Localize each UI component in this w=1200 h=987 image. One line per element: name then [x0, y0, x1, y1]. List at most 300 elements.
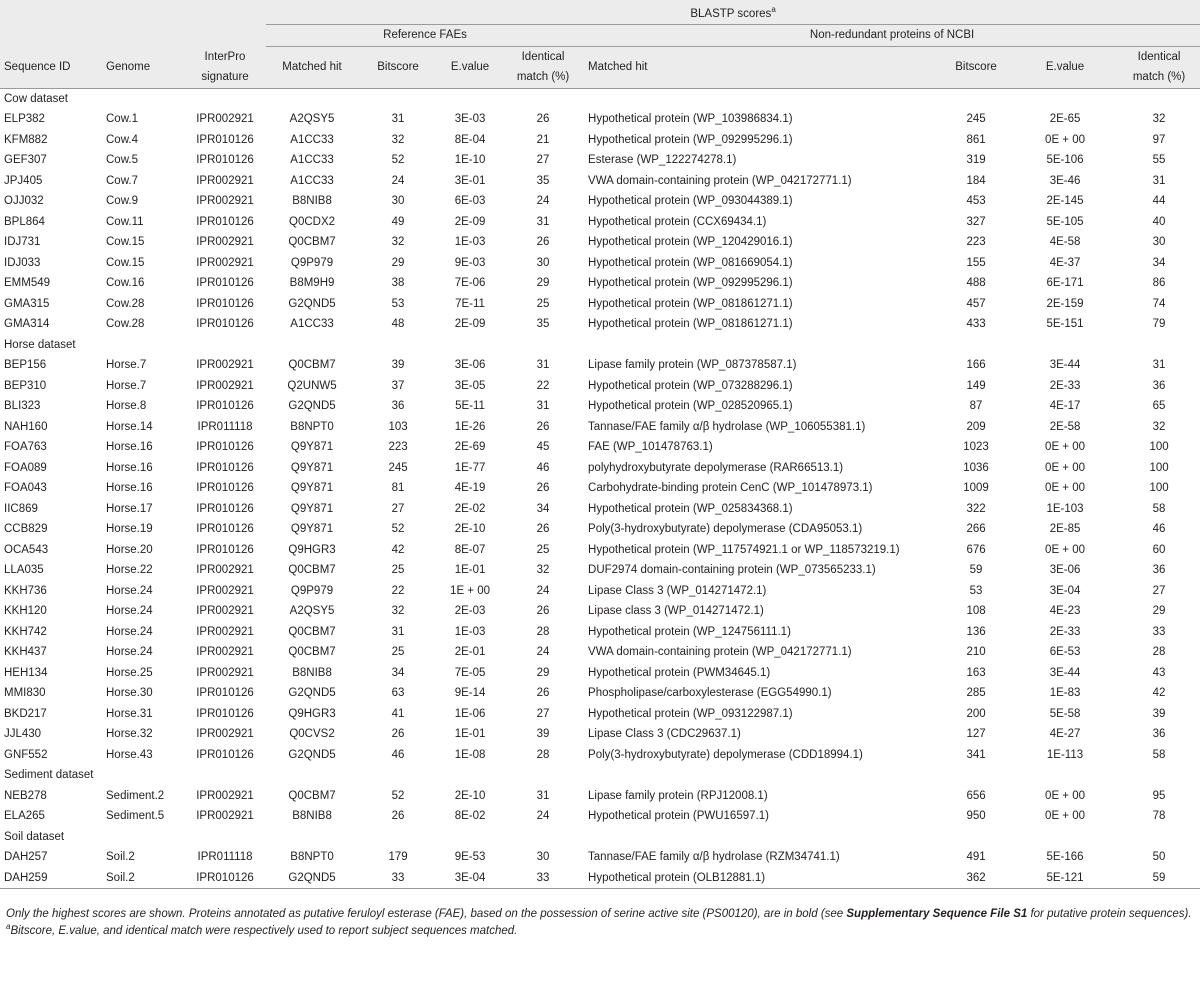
cell-ref-identical: 29: [536, 277, 550, 290]
cell-genome: Sediment.2: [106, 789, 165, 802]
cell-interpro: IPR002921: [196, 113, 254, 126]
cell-sequence-id: GMA315: [4, 297, 50, 310]
cell-ref-evalue: 9E-14: [454, 687, 486, 700]
cell-ref-evalue: 3E-06: [454, 359, 486, 372]
cell-sequence-id: IDJ033: [4, 256, 41, 269]
cell-ncbi-bitscore: 362: [940, 868, 1012, 889]
cell-ncbi-bitscore: 200: [966, 707, 986, 720]
cell-interpro: IPR010126: [196, 523, 254, 536]
cell-sequence-id: GEF307: [4, 154, 47, 167]
cell-ncbi-evalue: 0E + 00: [1045, 133, 1086, 146]
cell-interpro: IPR010126: [196, 154, 254, 167]
cell-sequence-id: JPJ405: [4, 174, 43, 187]
cell-genome: Cow.28: [106, 318, 145, 331]
cell-ref-evalue: 3E-05: [454, 379, 486, 392]
cell-ref-matched-hit: Q9HGR3: [288, 543, 336, 556]
cell-ref-bitscore: 52: [391, 789, 405, 802]
cell-sequence-id: KFM882: [4, 133, 48, 146]
cell-interpro: IPR010126: [196, 543, 254, 556]
header-row-columns: [0, 46, 1200, 88]
cell-ref-matched-hit: A2QSY5: [289, 605, 335, 618]
cell-ncbi-identical: 65: [1152, 400, 1166, 413]
cell-ref-bitscore: 27: [391, 502, 405, 515]
cell-ref-evalue: 2E-10: [454, 523, 486, 536]
cell-interpro: IPR002921: [196, 359, 254, 372]
cell-genome: Horse.16: [106, 461, 153, 474]
cell-ncbi-bitscore: 209: [966, 420, 986, 433]
cell-ref-evalue: 2E-03: [454, 605, 486, 618]
cell-ncbi-matched-hit: polyhydroxybutyrate depolymerase (RAR66513.1): [588, 461, 844, 474]
cell-ncbi-matched-hit: Tannase/FAE family α/β hydrolase (WP_106055381.1): [588, 420, 866, 433]
cell-ref-bitscore: 42: [391, 543, 405, 556]
cell-ncbi-evalue: 2E-58: [1049, 420, 1081, 433]
cell-ncbi-identical: 27: [1152, 584, 1166, 597]
cell-ref-identical: 31: [536, 400, 550, 413]
section-title: Soil dataset: [4, 830, 65, 843]
cell-ncbi-identical: 100: [1149, 461, 1169, 474]
cell-ncbi-identical: 32: [1152, 113, 1166, 126]
cell-ref-matched-hit: B8NIB8: [292, 810, 332, 823]
cell-ref-matched-hit: Q9Y871: [290, 482, 334, 495]
section-title: Cow dataset: [4, 92, 68, 105]
cell-ref-matched-hit: Q9HGR3: [288, 707, 336, 720]
table-row: [0, 294, 1200, 315]
cell-ref-bitscore: 63: [391, 687, 405, 700]
cell-interpro: IPR002921: [196, 174, 254, 187]
cell-interpro: IPR010126: [196, 215, 254, 228]
section-header: [0, 827, 1200, 848]
cell-ref-matched-hit: Q9Y871: [290, 502, 334, 515]
cell-sequence-id: JJL430: [4, 728, 42, 741]
cell-ref-identical: 26: [536, 687, 550, 700]
blastp-scores-heading: BLASTP scores$^a$: [690, 5, 776, 20]
cell-sequence-id: KKH736: [4, 584, 47, 597]
cell-ref-evalue: 7E-11: [455, 297, 485, 310]
cell-ncbi-identical: 34: [1152, 256, 1166, 269]
cell-ref-matched-hit: B8NIB8: [292, 666, 332, 679]
table-row: [0, 745, 1200, 766]
cell-ref-identical: 24: [536, 584, 550, 597]
cell-ref-identical: 33: [502, 868, 584, 889]
cell-ref-evalue: 1E-10: [454, 154, 486, 167]
cell-ncbi-matched-hit: Lipase Class 3 (WP_014271472.1): [588, 584, 767, 597]
cell-ncbi-matched-hit: Esterase (WP_122274278.1): [588, 154, 737, 167]
table-row: [0, 171, 1200, 192]
cell-ncbi-bitscore: 87: [969, 400, 983, 413]
col-interpro: InterPro signature: [201, 50, 249, 84]
cell-interpro: IPR002921: [196, 625, 254, 638]
cell-interpro: IPR010126: [196, 297, 254, 310]
cell-ncbi-evalue: 5E-151: [1046, 318, 1084, 331]
table-row: [0, 478, 1200, 499]
cell-ref-identical: 31: [536, 789, 550, 802]
cell-ncbi-matched-hit: Hypothetical protein (WP_093122987.1): [588, 707, 793, 720]
cell-ncbi-evalue: 0E + 00: [1045, 461, 1086, 474]
table-row: [0, 499, 1200, 520]
table-row: [0, 109, 1200, 130]
cell-ncbi-identical: 78: [1152, 810, 1166, 823]
cell-ref-evalue: 3E-01: [454, 174, 486, 187]
cell-ref-identical: 25: [536, 297, 550, 310]
cell-sequence-id: IIC869: [4, 502, 38, 515]
cell-ref-bitscore: 103: [388, 420, 408, 433]
cell-ncbi-identical: 42: [1152, 687, 1166, 700]
table-row: [0, 253, 1200, 274]
cell-ref-bitscore: 223: [388, 441, 408, 454]
cell-ref-bitscore: 36: [391, 400, 405, 413]
cell-interpro: IPR002921: [196, 646, 254, 659]
cell-ref-identical: 31: [536, 359, 550, 372]
cell-ncbi-identical: 60: [1152, 543, 1166, 556]
cell-interpro: IPR010126: [196, 133, 254, 146]
cell-genome: Horse.19: [106, 523, 153, 536]
cell-ncbi-evalue: 3E-46: [1049, 174, 1081, 187]
cell-ncbi-evalue: 3E-04: [1049, 584, 1081, 597]
cell-genome: Horse.20: [106, 543, 153, 556]
cell-sequence-id: NAH160: [4, 420, 48, 433]
cell-ref-identical: 35: [536, 174, 550, 187]
cell-ref-identical: 28: [536, 625, 550, 638]
cell-ref-evalue: 7E-06: [454, 277, 486, 290]
cell-ncbi-evalue: 5E-106: [1046, 154, 1084, 167]
table-row: [0, 847, 1200, 868]
cell-ref-evalue: 8E-02: [454, 810, 486, 823]
cell-ncbi-matched-hit: VWA domain-containing protein (WP_042172771.1): [588, 174, 852, 187]
table-footnote: Only the highest scores are shown. Proteins annotated as putative feruloyl esterase (FAE), based on the possession of serine active site (PS00120), are in bold (see Supplementary Sequence File S1 for putative protein sequences). $^a$Bitscore, E.value, and identical match were respectively used to report subject sequences matched.: [6, 908, 1192, 937]
cell-interpro: IPR002921: [196, 584, 254, 597]
cell-ref-bitscore: 41: [391, 707, 405, 720]
cell-genome: Cow.11: [106, 215, 144, 228]
cell-ncbi-bitscore: 285: [966, 687, 986, 700]
cell-ref-matched-hit: B8NPT0: [290, 851, 334, 864]
cell-ref-matched-hit: G2QND5: [266, 868, 358, 889]
table-row: [0, 437, 1200, 458]
cell-ncbi-bitscore: 53: [969, 584, 983, 597]
cell-interpro: IPR010126: [196, 482, 254, 495]
cell-ref-bitscore: 29: [391, 256, 405, 269]
cell-ref-evalue: 2E-09: [454, 318, 486, 331]
cell-ncbi-identical: 79: [1152, 318, 1166, 331]
cell-ref-matched-hit: Q0CBM7: [288, 646, 336, 659]
cell-genome: Horse.7: [106, 359, 147, 372]
cell-interpro: IPR010126: [196, 707, 254, 720]
cell-genome: Cow.4: [106, 133, 138, 146]
cell-ncbi-evalue: 4E-27: [1049, 728, 1081, 741]
col-ncbi-bitscore: Bitscore: [940, 46, 1012, 88]
col-ncbi-matched-hit: Matched hit: [584, 46, 940, 88]
table-row: [0, 519, 1200, 540]
cell-ref-bitscore: 81: [391, 482, 405, 495]
cell-ncbi-bitscore: 266: [966, 523, 986, 536]
cell-ncbi-identical: 100: [1149, 441, 1169, 454]
cell-ncbi-evalue: 3E-06: [1049, 564, 1081, 577]
cell-sequence-id: BEP310: [4, 379, 47, 392]
cell-ref-matched-hit: Q9P979: [290, 256, 334, 269]
cell-ncbi-evalue: 2E-85: [1049, 523, 1081, 536]
cell-ref-identical: 26: [536, 113, 550, 126]
table-row: [0, 601, 1200, 622]
cell-genome: Cow.15: [106, 236, 145, 249]
cell-ref-evalue: 3E-04: [438, 868, 502, 889]
cell-ref-evalue: 1E-03: [454, 625, 486, 638]
cell-ref-matched-hit: Q0CVS2: [289, 728, 335, 741]
cell-sequence-id: FOA763: [4, 441, 47, 454]
cell-ref-identical: 39: [536, 728, 550, 741]
cell-ncbi-matched-hit: DUF2974 domain-containing protein (WP_073565233.1): [588, 564, 876, 577]
cell-ref-bitscore: 38: [391, 277, 405, 290]
cell-interpro: IPR010126: [196, 748, 254, 761]
cell-sequence-id: GMA314: [4, 318, 50, 331]
cell-genome: Sediment.5: [106, 810, 165, 823]
cell-ncbi-identical: 74: [1152, 297, 1166, 310]
cell-ref-matched-hit: Q0CBM7: [288, 564, 336, 577]
cell-ncbi-matched-hit: Hypothetical protein (WP_081861271.1): [588, 297, 793, 310]
cell-ncbi-bitscore: 453: [966, 195, 986, 208]
cell-ncbi-bitscore: 1023: [963, 441, 989, 454]
cell-sequence-id: BPL864: [4, 215, 45, 228]
cell-ref-evalue: 8E-04: [454, 133, 486, 146]
cell-ref-identical: 28: [536, 748, 550, 761]
cell-ref-identical: 25: [536, 543, 550, 556]
table-row: [0, 458, 1200, 479]
cell-ncbi-bitscore: 1036: [963, 461, 989, 474]
cell-ncbi-matched-hit: Hypothetical protein (WP_092995296.1): [588, 277, 793, 290]
cell-ncbi-bitscore: 149: [966, 379, 986, 392]
cell-genome: Horse.25: [106, 666, 153, 679]
table-row: [0, 786, 1200, 807]
section-title: Sediment dataset: [4, 769, 94, 782]
cell-ref-evalue: 2E-02: [454, 502, 486, 515]
cell-interpro: IPR002921: [196, 810, 254, 823]
cell-ncbi-matched-hit: Phospholipase/carboxylesterase (EGG54990.1): [588, 687, 832, 700]
cell-ref-matched-hit: Q9Y871: [290, 523, 334, 536]
cell-ncbi-evalue: 6E-53: [1049, 646, 1081, 659]
cell-interpro: IPR002921: [196, 256, 254, 269]
cell-ref-evalue: 9E-03: [454, 256, 486, 269]
cell-ref-matched-hit: Q9Y871: [290, 441, 334, 454]
cell-ncbi-bitscore: 676: [966, 543, 986, 556]
cell-ncbi-evalue: 4E-58: [1049, 236, 1081, 249]
cell-ncbi-identical: 86: [1152, 277, 1166, 290]
cell-ref-bitscore: 24: [391, 174, 405, 187]
cell-ref-evalue: 1E-08: [454, 748, 486, 761]
table-row: [0, 232, 1200, 253]
table-row: [0, 540, 1200, 561]
cell-ref-identical: 24: [536, 810, 550, 823]
cell-ncbi-bitscore: 433: [966, 318, 986, 331]
cell-ref-identical: 31: [536, 215, 550, 228]
cell-ncbi-matched-hit: Hypothetical protein (PWU16597.1): [588, 810, 769, 823]
cell-sequence-id: BLI323: [4, 400, 41, 413]
cell-ref-matched-hit: B8M9H9: [289, 277, 335, 290]
cell-ncbi-identical: 40: [1152, 215, 1166, 228]
cell-genome: Horse.31: [106, 707, 153, 720]
cell-ref-matched-hit: B8NIB8: [292, 195, 332, 208]
cell-ref-evalue: 8E-07: [454, 543, 486, 556]
cell-ncbi-bitscore: 136: [966, 625, 986, 638]
cell-sequence-id: ELA265: [4, 810, 45, 823]
cell-ncbi-matched-hit: Hypothetical protein (WP_124756111.1): [588, 625, 791, 638]
cell-sequence-id: MMI830: [4, 687, 46, 700]
cell-ref-identical: 26: [536, 236, 550, 249]
cell-ref-bitscore: 52: [391, 523, 405, 536]
header-row-groups: [0, 25, 1200, 47]
cell-interpro: IPR002921: [196, 789, 254, 802]
cell-ref-matched-hit: Q0CBM7: [288, 236, 336, 249]
cell-genome: Horse.14: [106, 420, 153, 433]
cell-ref-identical: 35: [536, 318, 550, 331]
cell-ref-identical: 26: [536, 605, 550, 618]
cell-ncbi-bitscore: 163: [966, 666, 986, 679]
cell-sequence-id: FOA089: [4, 461, 47, 474]
cell-ncbi-identical: 31: [1152, 359, 1166, 372]
cell-ncbi-bitscore: 245: [966, 113, 986, 126]
table-row: [0, 704, 1200, 725]
cell-ref-bitscore: 37: [391, 379, 405, 392]
cell-ncbi-evalue: 0E + 00: [1045, 441, 1086, 454]
table-row: [0, 560, 1200, 581]
cell-ncbi-identical: 58: [1152, 748, 1166, 761]
cell-ref-identical: 21: [536, 133, 550, 146]
cell-interpro: IPR002921: [196, 236, 254, 249]
cell-genome: Cow.9: [106, 195, 138, 208]
cell-sequence-id: KKH120: [4, 605, 47, 618]
cell-sequence-id: KKH742: [4, 625, 47, 638]
supplementary-link[interactable]: Supplementary Sequence File S1: [846, 908, 1028, 920]
cell-ref-bitscore: 26: [391, 810, 405, 823]
cell-ncbi-identical: 50: [1152, 851, 1166, 864]
cell-ncbi-bitscore: 457: [966, 297, 986, 310]
cell-ref-matched-hit: G2QND5: [288, 297, 336, 310]
cell-ncbi-evalue: 5E-58: [1049, 707, 1081, 720]
cell-ncbi-matched-hit: Hypothetical protein (WP_028520965.1): [588, 400, 793, 413]
cell-genome: Horse.8: [106, 400, 147, 413]
col-ncbi-evalue: E.value: [1012, 46, 1118, 88]
cell-ncbi-bitscore: 127: [966, 728, 986, 741]
cell-ref-identical: 24: [536, 646, 550, 659]
cell-ref-matched-hit: B8NPT0: [290, 420, 334, 433]
cell-ref-bitscore: 46: [391, 748, 405, 761]
cell-ref-bitscore: 34: [391, 666, 405, 679]
cell-ref-evalue: 1E-01: [454, 564, 486, 577]
cell-ncbi-evalue: 6E-171: [1046, 277, 1084, 290]
table-row: [0, 130, 1200, 151]
cell-ncbi-bitscore: 327: [966, 215, 986, 228]
section-title: Horse dataset: [4, 338, 76, 351]
cell-ncbi-matched-hit: Hypothetical protein (PWM34645.1): [588, 666, 771, 679]
cell-genome: Horse.24: [106, 584, 153, 597]
cell-ncbi-identical: 44: [1152, 195, 1166, 208]
cell-ref-identical: 29: [536, 666, 550, 679]
cell-ncbi-bitscore: 108: [966, 605, 986, 618]
cell-genome: Cow.16: [106, 277, 145, 290]
cell-ncbi-identical: 39: [1152, 707, 1166, 720]
table-row: [0, 806, 1200, 827]
cell-ncbi-bitscore: 210: [966, 646, 986, 659]
cell-ncbi-evalue: 0E + 00: [1045, 482, 1086, 495]
cell-ncbi-identical: 28: [1152, 646, 1166, 659]
cell-ncbi-matched-hit: Lipase Class 3 (CDC29637.1): [588, 728, 741, 741]
cell-interpro: IPR010126: [184, 868, 266, 889]
cell-ref-evalue: 2E-09: [454, 215, 486, 228]
cell-ncbi-matched-hit: Hypothetical protein (WP_081669054.1): [588, 256, 793, 269]
cell-ref-evalue: 2E-69: [454, 441, 486, 454]
cell-ref-bitscore: 30: [391, 195, 405, 208]
cell-ncbi-matched-hit: Lipase family protein (WP_087378587.1): [588, 359, 797, 372]
cell-ref-bitscore: 25: [391, 564, 405, 577]
cell-ncbi-matched-hit: Hypothetical protein (CCX69434.1): [588, 215, 767, 228]
cell-ref-identical: 26: [536, 523, 550, 536]
cell-ncbi-evalue: 1E-103: [1046, 502, 1084, 515]
cell-sequence-id: EMM549: [4, 277, 51, 290]
table-row: [0, 868, 1200, 889]
col-sequence-id: Sequence ID: [4, 60, 71, 73]
cell-ref-evalue: 4E-19: [454, 482, 486, 495]
cell-genome: Horse.24: [106, 605, 153, 618]
cell-ref-identical: 27: [536, 154, 550, 167]
cell-ref-evalue: 1E-03: [454, 236, 486, 249]
cell-ncbi-matched-hit: Poly(3-hydroxybutyrate) depolymerase (CDD18994.1): [588, 748, 863, 761]
cell-ref-evalue: 1E + 00: [450, 584, 491, 597]
cell-sequence-id: BKD217: [4, 707, 47, 720]
table-body: [0, 88, 1200, 889]
cell-interpro: IPR002921: [196, 379, 254, 392]
cell-ref-bitscore: 22: [391, 584, 405, 597]
cell-ref-matched-hit: G2QND5: [288, 400, 336, 413]
cell-interpro: IPR010126: [196, 687, 254, 700]
col-genome: Genome: [106, 60, 151, 73]
cell-ncbi-evalue: 2E-159: [1046, 297, 1084, 310]
cell-ncbi-identical: 95: [1152, 789, 1166, 802]
cell-ncbi-identical: 36: [1152, 564, 1166, 577]
section-header: [0, 335, 1200, 356]
cell-ref-identical: 22: [536, 379, 550, 392]
cell-genome: Horse.32: [106, 728, 153, 741]
cell-ref-bitscore: 25: [391, 646, 405, 659]
table-row: [0, 581, 1200, 602]
cell-ref-bitscore: 32: [391, 133, 405, 146]
cell-interpro: IPR010126: [196, 277, 254, 290]
cell-ncbi-identical: 33: [1152, 625, 1166, 638]
cell-ref-matched-hit: Q0CDX2: [289, 215, 336, 228]
table-row: [0, 191, 1200, 212]
cell-ncbi-matched-hit: Carbohydrate-binding protein CenC (WP_101478973.1): [588, 482, 873, 495]
cell-ncbi-identical: 46: [1152, 523, 1166, 536]
cell-ncbi-evalue: 3E-44: [1049, 359, 1081, 372]
cell-ref-evalue: 1E-26: [454, 420, 486, 433]
cell-ref-matched-hit: Q2UNW5: [287, 379, 337, 392]
cell-ncbi-evalue: 5E-121: [1012, 868, 1118, 889]
cell-ref-evalue: 6E-03: [454, 195, 486, 208]
table-row: [0, 150, 1200, 171]
cell-ref-bitscore: 32: [391, 605, 405, 618]
cell-ncbi-bitscore: 223: [966, 236, 986, 249]
ncbi-heading: Non-redundant proteins of NCBI: [584, 25, 1200, 47]
cell-ncbi-identical: 29: [1152, 605, 1166, 618]
cell-ncbi-bitscore: 861: [966, 133, 986, 146]
cell-ref-matched-hit: Q0CBM7: [288, 359, 336, 372]
cell-interpro: IPR010126: [196, 502, 254, 515]
cell-interpro: IPR011118: [197, 420, 253, 433]
cell-ncbi-bitscore: 155: [966, 256, 986, 269]
cell-ncbi-identical: 55: [1152, 154, 1166, 167]
cell-ref-matched-hit: G2QND5: [288, 687, 336, 700]
cell-ncbi-evalue: 4E-17: [1049, 400, 1081, 413]
cell-ref-matched-hit: A1CC33: [290, 174, 334, 187]
cell-ncbi-evalue: 1E-113: [1046, 748, 1084, 761]
table-row: [0, 683, 1200, 704]
cell-ncbi-bitscore: 341: [966, 748, 986, 761]
